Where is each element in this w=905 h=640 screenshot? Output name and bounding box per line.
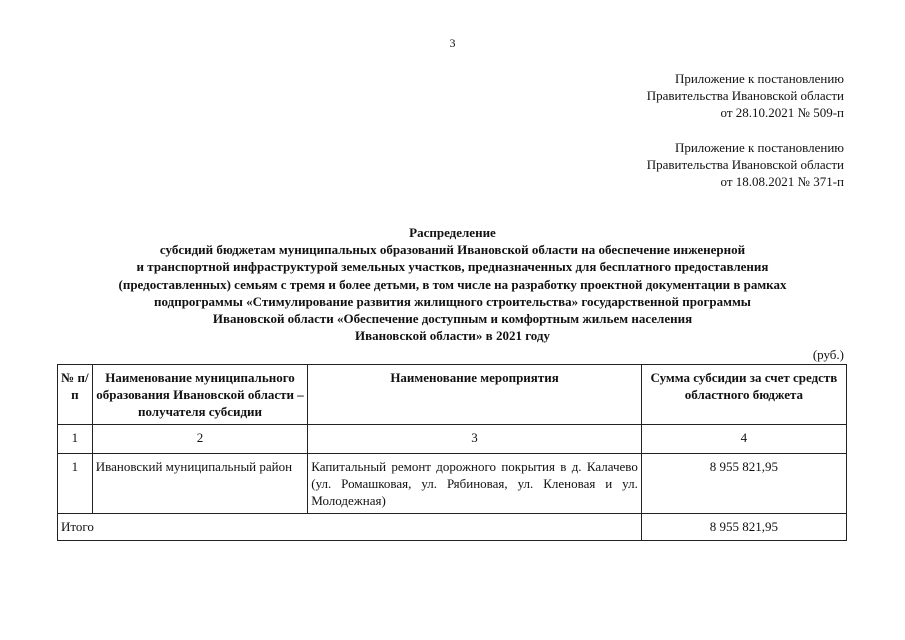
title-line: (предоставленных) семьям с тремя и более детьми, в том числе на разработку проектной документации в рамках	[118, 276, 787, 292]
approval-line: Приложение к постановлению	[674, 71, 844, 86]
column-number: 4	[641, 425, 846, 454]
header-activity: Наименование мероприятия	[308, 365, 642, 425]
approval-date-line: от 18.08.2021 № 371-п	[720, 174, 844, 189]
currency-units: (руб.)	[812, 347, 844, 362]
page-number: 3	[449, 36, 456, 50]
document-title	[40, 224, 865, 344]
approval-line: Приложение к постановлению	[674, 140, 844, 155]
column-number-row	[58, 425, 847, 454]
title-line: и транспортной инфраструктурой земельных участков, предназначенных для бесплатного предоставления	[136, 259, 769, 275]
row-num: 1	[58, 454, 93, 514]
title-line: субсидий бюджетам муниципальных образований Ивановской области на обеспечение инженерной	[159, 242, 746, 258]
approval-line: Правительства Ивановской области	[646, 157, 844, 172]
total-label: Итого	[58, 514, 642, 541]
row-activity: Капитальный ремонт дорожного покрытия в д. Калачево (ул. Ромашковая, ул. Рябиновая, ул. Кленовая и ул. Молодежная)	[308, 454, 642, 514]
table-header-row	[58, 365, 847, 425]
total-sum: 8 955 821,95	[641, 514, 846, 541]
row-municipality: Ивановский муниципальный район	[92, 454, 307, 514]
row-sum: 8 955 821,95	[641, 454, 846, 514]
approval-date-line: от 28.10.2021 № 509-п	[720, 105, 844, 120]
title-line: подпрограммы «Стимулирование развития жилищного строительства» государственной программы	[154, 293, 751, 309]
header-municipality: Наименование муниципального образования Ивановской области – получателя субсидии	[92, 365, 307, 425]
column-number: 2	[92, 425, 307, 454]
title-line: Ивановской области «Обеспечение доступным и комфортным жильем населения	[212, 311, 693, 327]
column-number: 1	[58, 425, 93, 454]
title-line: Распределение	[409, 225, 496, 240]
approval-stamp-original	[647, 139, 844, 190]
approval-stamp-current	[647, 70, 844, 121]
title-line: Ивановской области» в 2021 году	[355, 328, 550, 344]
header-sum: Сумма субсидии за счет средств областного бюджета	[641, 365, 846, 425]
distribution-table	[57, 364, 847, 541]
column-number: 3	[308, 425, 642, 454]
total-row	[58, 514, 847, 541]
approval-line: Правительства Ивановской области	[646, 88, 844, 103]
header-num: № п/п	[58, 365, 93, 425]
table-row	[58, 454, 847, 514]
